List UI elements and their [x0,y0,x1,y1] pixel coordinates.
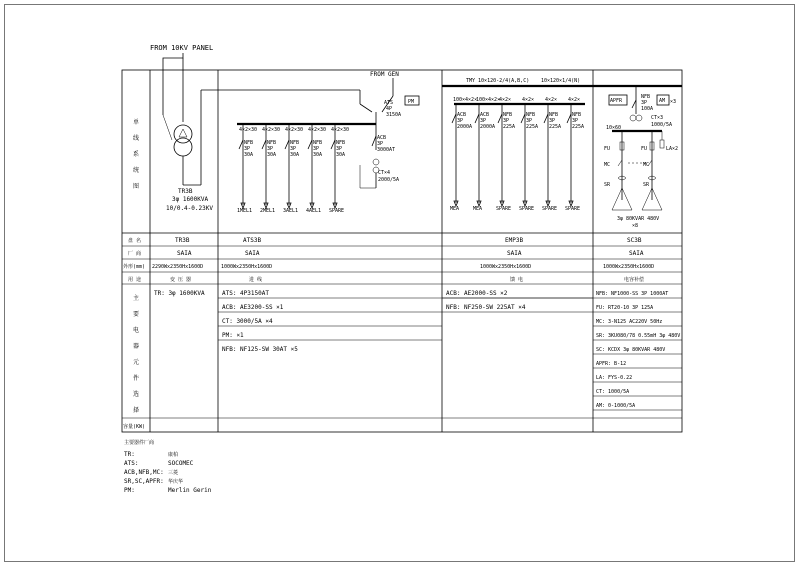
feeder-spec: NFB [267,140,277,146]
label-text: SOCOMEC [168,460,194,467]
label-text: CT: 3000/5A ×4 [222,318,273,325]
label-text: 厂 商 [128,251,142,257]
label-text: 盘 名 [128,238,142,244]
label-text: LA: FYS-0.22 [596,375,633,381]
label-text: TR: 3φ 1600KVA [154,290,205,297]
label-text: AM [659,98,666,104]
label-text: LA×2 [666,146,679,152]
feeder-name: MEA [473,206,483,212]
label-text: 100A [641,106,654,112]
pm-label: PM [408,99,415,105]
tr-items [154,290,205,297]
label-text: 1000/5A [651,122,673,128]
side-char: 器 [133,343,140,350]
feeder-spec: 3P [290,146,297,152]
label-text: 10/0.4-0.23KV [166,205,213,212]
ats-items [222,290,298,353]
label-text: 外形(mm) [123,264,146,270]
feeder-spec: 225A [572,124,585,130]
emp-feeder [473,97,500,212]
feeder-name: SPARE [329,208,345,214]
emp-feeder [542,97,561,212]
label-text: 2000/5A [378,177,400,183]
feeder-spec: 30A [244,152,254,158]
feeder-name: SPARE [496,206,512,212]
label-text: SAIA [507,250,522,257]
emp-bus-label: TMY 10×120-2/4(A,B,C) [466,78,530,84]
feeder-spec: 3P [526,118,533,124]
feeder-name: MEA [450,206,460,212]
feeder-spec: ACB [457,112,467,118]
feeder-rating: 100×4×2× [453,97,478,103]
feeder-spec: NFB [549,112,559,118]
label-text: 馈 电 [510,277,524,283]
side-char: 系 [133,151,140,158]
ats3b-incomer [360,118,399,188]
label-text: ATS: 4P3150AT [222,290,269,297]
label-text: AM: 0-1000/5A [596,403,636,409]
label-text: SAIA [245,250,260,257]
label-text: CT: 1000/5A [596,389,630,395]
label-text: ATS [384,100,394,106]
table-dimensions [152,264,654,270]
feeder-rating: 4×2×30 [262,127,281,133]
side-char: 图 [133,183,140,190]
feeder-spec: 30A [267,152,277,158]
panel-source-label: FROM 10KV PANEL [150,44,214,52]
feeder-spec: 3P [503,118,510,124]
gen-source-label: FROM GEN [370,71,399,78]
ats-feeder [260,124,280,214]
label-text: APFR: B-12 [596,361,627,367]
side-char: 件 [133,375,140,382]
emp-feeder [519,97,538,212]
emp3b-feeders [450,97,584,212]
side-char: 要 [133,311,140,318]
label-text: 1000Wx2350Hx1600D [603,264,655,270]
side-char: 线 [133,135,140,142]
label-text: 3φ 1600KVA [172,196,209,203]
label-text: ×8 [632,223,639,229]
label-text: 三菱 [168,470,179,476]
sc3b-diagram [604,86,678,229]
label-text: SC: KCDX 3φ 80KVAR 480V [596,347,666,353]
label-text: PM: ×1 [222,332,244,339]
feeder-spec: 30A [313,152,323,158]
feeder-rating: 4×2×30 [285,127,304,133]
label-text: CT×4 [378,170,391,176]
feeder-spec: ACB [480,112,490,118]
feeder-spec: NFB [244,140,254,146]
feeder-spec: 225A [549,124,562,130]
capacity-label: 容量(KW) [123,424,146,430]
label-text: 用 途 [128,277,142,283]
label-text: SR [643,182,650,188]
label-text: NFB: NF250-SW 225AT ×4 [446,304,526,311]
feeder-spec: NFB [572,112,582,118]
side-char: 电 [133,327,140,334]
label-text: MC: 3-N125 AC220V 50Hz [596,319,663,325]
label-text: ACB [377,135,387,141]
feeder-rating: 4×2×30 [331,127,350,133]
label-text: SAIA [629,250,644,257]
feeder-name: 1MEL1 [237,208,253,214]
feeder-name: 2MEL1 [260,208,276,214]
label-text: ATS: [124,460,139,467]
emp-items [446,290,526,311]
feeder-spec: 3P [549,118,556,124]
feeder-name: SPARE [519,206,535,212]
label-text: 2290Wx2350Hx1600D [152,264,204,270]
feeder-spec: NFB [336,140,346,146]
label-text: SC3B [627,237,642,244]
emp-feeder [450,97,477,212]
emp-bus-n-label: 10×120×1/4(N) [541,78,581,84]
feeder-rating: 4×2×30 [308,127,327,133]
feeder-spec: 2000A [457,124,473,130]
sc-items [596,291,680,409]
side-char: 选 [133,391,140,398]
side-label-diagram [133,118,139,190]
feeder-rating: 4×2× [568,97,581,103]
ats-feeder [329,124,349,214]
feeder-spec: 3P [313,146,320,152]
label-text: ACB: AE2000-SS ×2 [446,290,508,297]
feeder-name: SPARE [542,206,558,212]
label-text: 康柏 [168,452,179,458]
side-char: 主 [133,295,140,302]
label-text: 4P [386,106,393,112]
label-text: 3P [641,100,648,106]
label-text: FU [604,146,611,152]
feeder-spec: 225A [526,124,539,130]
label-text: SR,SC,APFR: [124,478,164,485]
label-text: Merlin Gerin [168,487,212,494]
feeder-name: 4AEL1 [306,208,322,214]
label-text: ACB,NFB,MC: [124,469,164,476]
label-text: ATS3B [243,237,262,244]
feeder-rating: 4×2×30 [239,127,258,133]
feeder-rating: 4×2× [522,97,535,103]
emp-feeder [565,97,584,212]
label-text: SR [604,182,611,188]
label-text: MC [643,162,650,168]
emp-feeder [496,97,515,212]
label-text: 1000Wx2350Hx1600D [480,264,532,270]
feeder-spec: NFB [290,140,300,146]
label-text: TR3B [175,237,190,244]
feeder-spec: 30A [290,152,300,158]
side-char: 元 [133,359,140,366]
ats-feeder [283,124,303,214]
ats3b-feeders [237,124,349,214]
ats-switch [360,78,401,118]
label-text: EMP3B [505,237,524,244]
label-text: FU: RT20-10 3P 125A [596,305,654,311]
label-text: NFB: NF125-SW 30AT ×5 [222,346,298,353]
table-panel-names [175,237,642,244]
feeder-name: SPARE [565,206,581,212]
hv-feeder [163,53,360,185]
label-text: 3000AT [377,147,396,153]
label-text: ACB: AE3200-SS ×1 [222,304,284,311]
side-char: 统 [133,167,140,174]
feeder-spec: NFB [313,140,323,146]
feeder-rating: 4×2× [499,97,512,103]
side-label-components [133,294,139,414]
label-text: 电容补偿 [624,277,645,283]
feeder-spec: 3P [572,118,579,124]
label-text: NFB [641,94,651,100]
feeder-spec: 3P [480,118,487,124]
label-text: ×3 [670,99,677,105]
feeder-spec: NFB [526,112,536,118]
label-text: TR3B [178,188,193,195]
table-makers [177,250,644,257]
side-char: 择 [133,407,140,414]
feeder-rating: 100×4×2× [476,97,501,103]
ats-feeder [237,124,257,214]
label-text: 3150A [386,112,402,118]
label-text: NFB: NF1000-SS 3P 1000AT [596,291,669,297]
feeder-spec: 3P [457,118,464,124]
manufacturer-notes [124,439,212,494]
ats-feeder [306,124,326,214]
label-text: FU [641,146,648,152]
side-char: 单 [133,119,140,126]
label-text: 3φ 80KVAR 480V [617,216,660,222]
feeder-name: 3AEL1 [283,208,299,214]
label-text: 华庆华 [168,479,184,485]
label-text: 变 压 器 [170,277,192,283]
notes-title: 主要器件厂商 [124,440,155,446]
table-row-labels [123,237,145,283]
label-text: PM: [124,487,135,494]
feeder-spec: NFB [503,112,513,118]
feeder-spec: 3P [244,146,251,152]
label-text: 3P [377,141,384,147]
label-text: 进 线 [249,277,263,283]
feeder-rating: 4×2× [545,97,558,103]
feeder-spec: 3P [267,146,274,152]
label-text: CT×3 [651,115,664,121]
label-text: 1000Wx2350Hx1600D [221,264,273,270]
label-text: 10×60 [606,125,622,131]
label-text: APFR [610,98,623,104]
feeder-spec: 30A [336,152,346,158]
label-text: SR: 3KU080/78 0.55mH 3φ 480V [596,333,681,339]
label-text: TR: [124,451,135,458]
label-text: SAIA [177,250,192,257]
feeder-spec: 225A [503,124,516,130]
feeder-spec: 2000A [480,124,496,130]
table-usage-headers [170,276,644,283]
label-text: MC [604,162,611,168]
tr3b-label [166,188,213,212]
feeder-spec: 3P [336,146,343,152]
